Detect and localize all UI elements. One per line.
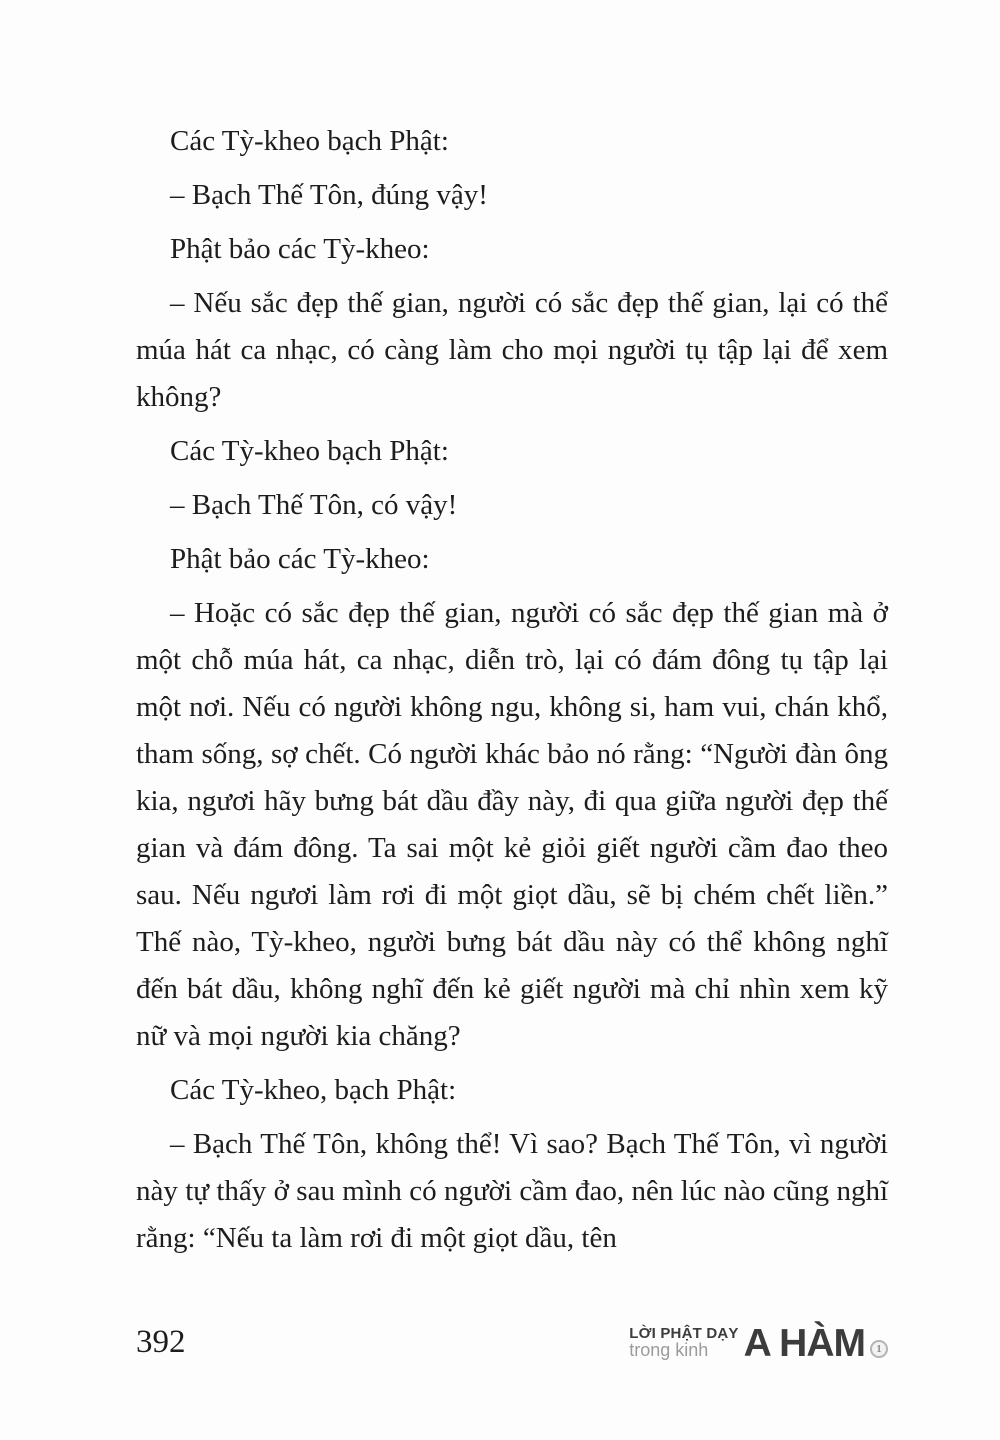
logo-text-stack: [629, 1326, 738, 1360]
volume-number: 1: [876, 1343, 882, 1355]
page-number: 392: [136, 1324, 186, 1360]
paragraph: – Bạch Thế Tôn, có vậy!: [170, 489, 458, 521]
logo-series-title: LỜI PHẬT DẠY: [629, 1325, 739, 1342]
paragraph: – Bạch Thế Tôn, không thể! Vì sao? Bạch Thế Tôn, vì người này tự thấy ở sau mình có người cầm đao, nên lúc nào cũng nghĩ rằng: “Nếu ta làm rơi đi một giọt dầu, tên: [136, 1128, 888, 1254]
paragraph: – Hoặc có sắc đẹp thế gian, người có sắc đẹp thế gian mà ở một chỗ múa hát, ca nhạc, diễn trò, lại có đám đông tụ tập lại một nơi. Nếu có người không ngu, không si, ham vui, chán khổ, tham sống, sợ chết. Có người khác bảo nó rằng: “Người đàn ông kia, ngươi hãy bưng bát dầu đầy này, đi qua giữa người đẹp thế gian và đám đông. Ta sai một kẻ giỏi giết người cầm đao theo sau. Nếu ngươi làm rơi đi một giọt dầu, sẽ bị chém chết liền.” Thế nào, Tỳ-kheo, người bưng bát dầu này có thể không nghĩ đến bát dầu, không nghĩ đến kẻ giết người mà chỉ nhìn xem kỹ nữ và mọi người kia chăng?: [136, 597, 888, 1052]
paragraph: – Nếu sắc đẹp thế gian, người có sắc đẹp thế gian, lại có thể múa hát ca nhạc, có càng làm cho mọi người tụ tập lại để xem không?: [136, 287, 888, 413]
paragraph: Phật bảo các Tỳ-kheo:: [170, 543, 430, 575]
paragraph: Phật bảo các Tỳ-kheo:: [170, 233, 430, 265]
book-series-logo: [629, 1322, 888, 1365]
logo-series-subtitle: trong kinh: [629, 1340, 709, 1360]
paragraph: Các Tỳ-kheo bạch Phật:: [170, 435, 449, 467]
body-text: [136, 118, 888, 1269]
paragraph: – Bạch Thế Tôn, đúng vậy!: [170, 179, 488, 211]
paragraph: Các Tỳ-kheo, bạch Phật:: [170, 1074, 457, 1106]
paragraph: Các Tỳ-kheo bạch Phật:: [170, 125, 449, 157]
logo-book-title: A HÀM: [743, 1322, 865, 1365]
page-footer: [136, 1322, 888, 1365]
volume-badge: [870, 1340, 888, 1358]
